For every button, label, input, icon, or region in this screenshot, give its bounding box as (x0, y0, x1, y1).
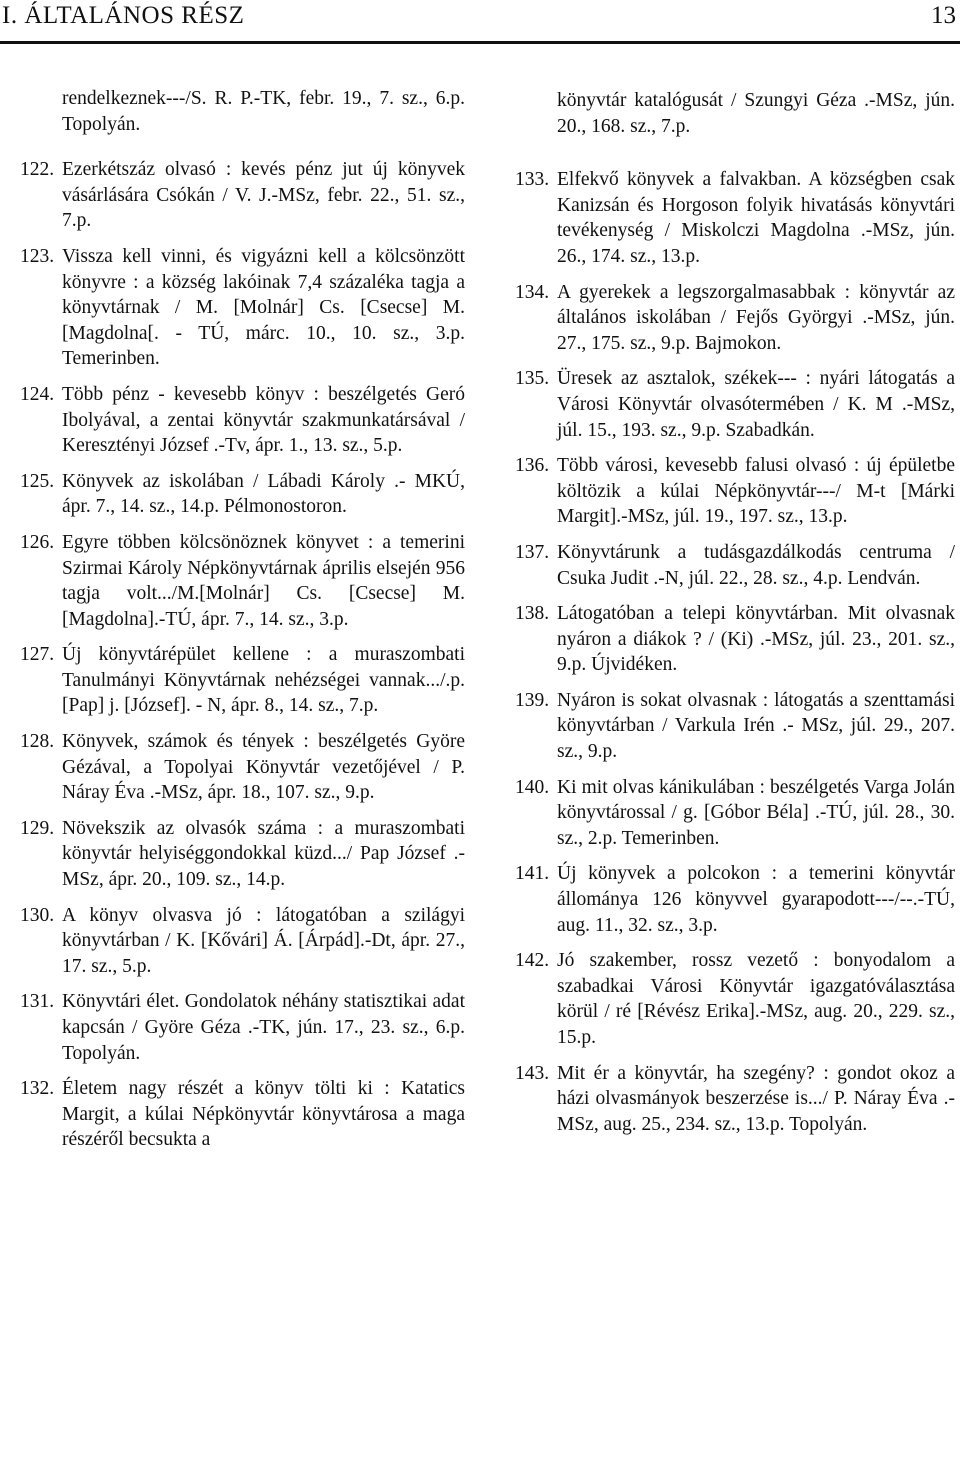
bibliography-entry (515, 167, 955, 269)
entry-text: Jó szakember, rossz vezető : bonyodalom a szabadkai Városi Könyvtár igazgatóválasztása körül / ré [Révész Erika].-MSz, aug. 20., 229. sz., 15.p. (557, 950, 955, 1048)
entry-number: 130. (20, 904, 55, 926)
entry-number: 138. (515, 603, 550, 625)
entry-number: 143. (515, 1062, 550, 1084)
entry-text: Ki mit olvas kánikulában : beszélgetés Varga Jolán könyvtárossal / g. [Góbor Béla] .-TÚ, júl. 28., 30. sz., 2.p. Temerinben. (557, 776, 955, 849)
entry-number: 140. (515, 776, 550, 798)
entry-text: Ezerkétszáz olvasó : kevés pénz jut új könyvek vásárlására Csókán / V. J.-MSz, febr. 22., 51. sz., 7.p. (62, 159, 465, 232)
bibliography-entry (20, 469, 465, 520)
entry-number: 122. (20, 159, 55, 181)
bibliography-entry (20, 989, 465, 1066)
entry-text: Több pénz - kevesebb könyv : beszélgetés Geró Ibolyával, a zentai könyvtár szakmunkatársával / Keresztényi József .-Tv, ápr. 1., 13. sz., 5.p. (62, 383, 465, 457)
bibliography-entry (20, 816, 465, 893)
entry-text: Életem nagy részét a könyv tölti ki : Katatics Margit, a kúlai Népkönyvtár könyvtárosa a maga részéről becsukta a (62, 1078, 465, 1151)
bibliography-entry (515, 540, 955, 591)
bibliography-entry (515, 948, 955, 1050)
bibliography-entry (515, 861, 955, 938)
bibliography-entry (20, 1076, 465, 1153)
entry-number: 128. (20, 731, 55, 753)
right-column (515, 88, 955, 1147)
entry-text: Könyvtári élet. Gondolatok néhány statisztikai adat kapcsán / Györe Géza .-TK, jún. 17., 23. sz., 6.p. Topolyán. (62, 991, 465, 1064)
entry-text: Könyvtárunk a tudásgazdálkodás centruma / Csuka Judit .-N, júl. 22., 28. sz., 4.p. Lendván. (557, 541, 955, 589)
left-column (20, 86, 465, 1163)
entry-number: 132. (20, 1078, 55, 1100)
section-title: I. ÁLTALÁNOS RÉSZ (2, 2, 245, 29)
page-number: 13 (931, 2, 956, 29)
entry-number: 137. (515, 541, 550, 563)
page-header (0, 0, 960, 44)
entry-number: 134. (515, 281, 550, 303)
entry-text: Elfekvő könyvek a falvakban. A községben csak Kanizsán és Horgoson folyik hivatásás könyvtári tevékenység / Miskolczi Magdolna .-MSz, jún. 26., 174. sz., 13.p. (557, 169, 955, 267)
entry-number: 127. (20, 644, 55, 666)
entry-number: 124. (20, 383, 55, 405)
entry-text: Nyáron is sokat olvasnak : látogatás a szenttamási könyvtárban / Varkula Irén .- MSz, júl. 29., 207. sz., 9.p. (557, 689, 955, 763)
entry-text: Könyvek, számok és tények : beszélgetés Györe Gézával, a Topolyai Könyvtár vezetőjével / P. Náray Éva .-MSz, ápr. 18., 107. sz., 9.p. (62, 731, 465, 804)
entry-number: 142. (515, 950, 550, 972)
bibliography-entry (20, 642, 465, 719)
entry-number: 139. (515, 689, 550, 711)
entry-number: 123. (20, 245, 55, 267)
entry-number: 129. (20, 817, 55, 839)
header-rule (0, 41, 960, 44)
bibliography-entry (515, 1061, 955, 1138)
entry-number: 133. (515, 169, 550, 191)
entry-number: 141. (515, 863, 550, 885)
bibliography-entry (20, 382, 465, 459)
entry-number: 136. (515, 455, 550, 477)
bibliography-entry (515, 775, 955, 852)
entry-text: Növekszik az olvasók száma : a muraszombati könyvtár helyiséggondokkal küzd.../ Pap József .-MSz, ápr. 20., 109. sz., 14.p. (62, 817, 465, 891)
entry-text: Mit ér a könyvtár, ha szegény? : gondot okoz a házi olvasmányok beszerzése is.../ P. Náray Éva .-MSz, aug. 25., 234. sz., 13.p. Topolyán. (557, 1062, 955, 1135)
entry-text: Üresek az asztalok, székek--- : nyári látogatás a Városi Könyvtár olvasótermében / K. M .-MSz, júl. 15., 193. sz., 9.p. Szabadkán. (557, 368, 955, 441)
bibliography-entry (20, 157, 465, 234)
entry-text: Látogatóban a telepi könyvtárban. Mit olvasnak nyáron a diákok ? / (Ki) .-MSz, júl. 23., 201. sz., 9.p. Újvidéken. (557, 603, 955, 676)
entry-text: Új könyvtárépület kellene : a muraszombati Tanulmányi Könyvtárnak nehézségei vannak.../.p. [Pap] j. [József]. - N, ápr. 8., 14. sz., 7.p. (62, 644, 465, 717)
bibliography-entry (515, 366, 955, 443)
entry-number: 125. (20, 470, 55, 492)
entry-text: Egyre többen kölcsönöznek könyvet : a temerini Szirmai Károly Népkönyvtárnak április elsején 956 tagja volt.../M.[Molnár] Cs. [Csecse] M. [Magdolna].-TÚ, ápr. 7., 14. sz., 3.p. (62, 531, 465, 630)
continued-entry-text: könyvtár katalógusát / Szungyi Géza .-MSz, jún. 20., 168. sz., 7.p. (557, 90, 955, 137)
entry-text: Vissza kell vinni, és vigyázni kell a kölcsönzött könyvre : a község lakóinak 7,4 százaléka tagja a könyvtárnak / M. [Molnár] Cs. [Csecse] M. [Magdolna[. - TÚ, márc. 10., 10. sz., 3.p. Temerinben. (62, 245, 465, 370)
continued-entry-text: rendelkeznek---/S. R. P.-TK, febr. 19., 7. sz., 6.p. Topolyán. (62, 88, 465, 135)
entry-text: Könyvek az iskolában / Lábadi Károly .- MKÚ, ápr. 7., 14. sz., 14.p. Pélmonostoron. (62, 470, 465, 518)
entry-number: 135. (515, 368, 550, 390)
bibliography-entry (20, 903, 465, 980)
entry-text: Több városi, kevesebb falusi olvasó : új épületbe költözik a kúlai Népkönyvtár---/ M-t [Márki Margit].-MSz, júl. 19., 197. sz., 13.p. (557, 455, 955, 528)
bibliography-entry (20, 530, 465, 632)
entry-number: 131. (20, 991, 55, 1013)
bibliography-entry (515, 280, 955, 357)
entry-text: A gyerekek a legszorgalmasabbak : könyvtár az általános iskolában / Fejős Györgyi .-MSz, jún. 27., 175. sz., 9.p. Bajmokon. (557, 281, 955, 354)
entry-text: Új könyvek a polcokon : a temerini könyvtár állománya 126 könyvvel gyarapodott---/--.-TÚ, aug. 11., 32. sz., 3.p. (557, 863, 955, 936)
bibliography-entry (20, 729, 465, 806)
bibliography-entry (20, 244, 465, 372)
entry-number: 126. (20, 531, 55, 553)
bibliography-entry (515, 453, 955, 530)
bibliography-entry (515, 601, 955, 678)
entry-text: A könyv olvasva jó : látogatóban a szilágyi könyvtárban / K. [Kővári] Á. [Árpád].-Dt, ápr. 27., 17. sz., 5.p. (62, 904, 465, 977)
bibliography-entry (515, 688, 955, 765)
